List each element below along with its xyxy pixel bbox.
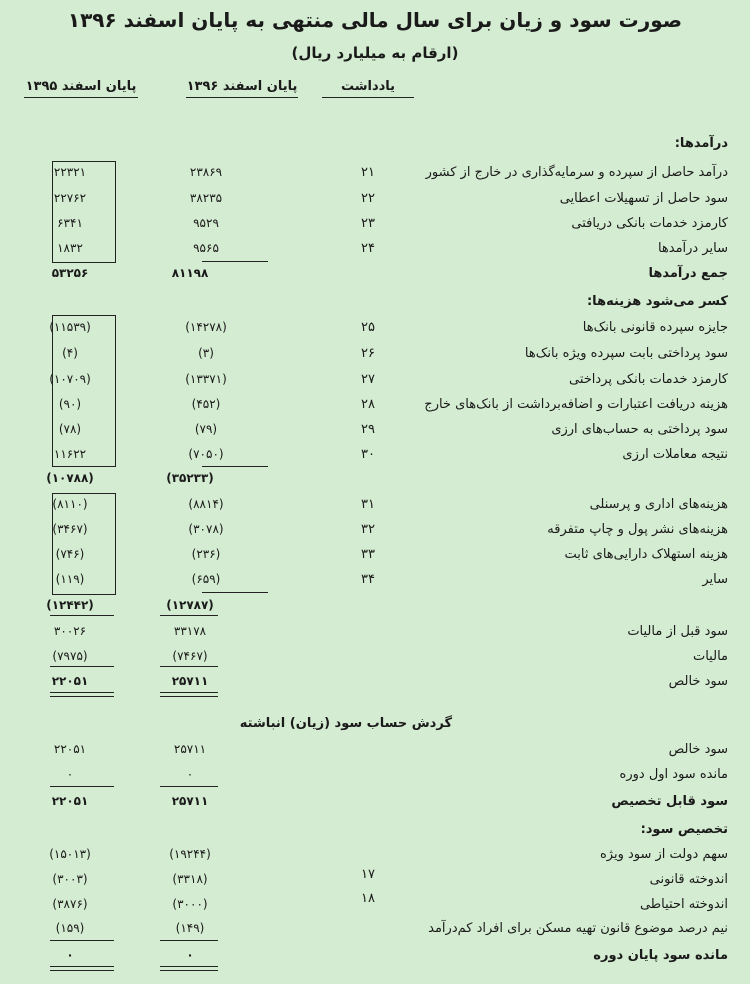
income-row-note: ۲۴ [361, 241, 375, 256]
deduction-row-label: هزینه دریافت اعتبارات و اضافه‌برداشت از بانک‌های خارج [424, 397, 728, 412]
retained-net-label: سود خالص [668, 742, 728, 757]
allocation-row-label: نیم درصد موضوع قانون تهیه مسکن برای افراد کم‌درآمد [428, 921, 728, 936]
deduction-row-1395: (۴) [62, 346, 78, 360]
tax-line-1395 [50, 666, 114, 667]
opening-1396: ۰ [186, 767, 194, 781]
net-double-line-1395 [50, 692, 114, 697]
expense-row-1396: (۲۳۶) [191, 547, 221, 561]
closing-double-line-1395 [50, 966, 114, 971]
deductions-subtotal-1396: (۳۵۲۳۳) [166, 471, 214, 485]
expense-row-1395: (۳۴۶۷) [52, 522, 88, 536]
expense-row-label: هزینه استهلاک دارایی‌های ثابت [564, 547, 728, 562]
distributable-label: سود قابل تخصیص [611, 794, 728, 809]
allocation-row-1396: (۱۴۹) [175, 921, 205, 935]
income-row-label: سود حاصل از تسهیلات اعطایی [559, 191, 728, 206]
deduction-row-label: جایزه سپرده قانونی بانک‌ها [582, 320, 728, 335]
income-row-1396: ۳۸۲۳۵ [189, 191, 223, 205]
expenses-subtotal-line-1396 [160, 615, 218, 616]
income-row-note: ۲۳ [361, 216, 375, 231]
retained-net-1396: ۲۵۷۱۱ [173, 742, 207, 756]
allocation-row-1396: (۳۳۱۸) [172, 872, 208, 886]
expense-row-1396: (۶۵۹) [191, 572, 221, 586]
income-row-label: کارمزد خدمات بانکی دریافتی [571, 216, 728, 231]
income-row-1395: ۲۲۳۲۱ [53, 165, 87, 179]
deduction-row-note: ۲۷ [361, 372, 375, 387]
tax-line-1396 [160, 666, 218, 667]
retained-heading: گردش حساب سود (زیان) انباشته [239, 716, 452, 731]
allocation-row-note: ۱۸ [361, 891, 375, 906]
deduction-row-1395: (۷۸) [58, 422, 82, 436]
expense-row-note: ۳۳ [361, 547, 375, 562]
income-row-1396: ۲۳۸۶۹ [189, 165, 223, 179]
deduction-row-1395: (۹۰) [58, 397, 82, 411]
page-title: صورت سود و زیان برای سال مالی منتهی به پایان اسفند ۱۳۹۶ [67, 8, 683, 32]
allocation-line-1396 [160, 940, 218, 941]
deduction-row-1395: ۱۱۶۲۲ [53, 447, 87, 461]
deductions-heading: کسر می‌شود هزینه‌ها: [586, 294, 728, 309]
deduction-row-label: نتیجه معاملات ارزی [622, 447, 728, 462]
allocation-row-1395: (۱۵۹) [55, 921, 85, 935]
expense-row-note: ۳۲ [361, 522, 375, 537]
allocation-line-1395 [50, 940, 114, 941]
deduction-row-1395: (۱۱۵۳۹) [49, 320, 91, 334]
expense-row-1395: (۸۱۱۰) [52, 497, 88, 511]
closing-1395: ۰ [66, 948, 74, 962]
closing-label: مانده سود پایان دوره [593, 948, 728, 963]
expenses-subtotal-1395: (۱۲۴۴۲) [46, 598, 94, 612]
opening-line-1396 [160, 786, 218, 787]
income-row-label: سایر درآمدها [657, 241, 728, 256]
closing-double-line-1396 [160, 966, 218, 971]
opening-label: مانده سود اول دوره [619, 767, 728, 782]
page-subtitle: (ارقام به میلیارد ریال) [291, 44, 459, 62]
income-total-label: جمع درآمدها [648, 266, 728, 281]
deduction-row-note: ۲۹ [361, 422, 375, 437]
expense-row-note: ۳۱ [361, 497, 375, 512]
pretax-1395: ۳۰۰۲۶ [53, 624, 87, 638]
expenses-1395-box [52, 493, 116, 595]
closing-1396: ۰ [186, 948, 194, 962]
pretax-1396: ۳۳۱۷۸ [173, 624, 207, 638]
pretax-label: سود قبل از مالیات [627, 624, 728, 639]
expenses-subtotal-1396: (۱۲۷۸۷) [166, 598, 214, 612]
tax-label: مالیات [692, 649, 728, 664]
tax-1396: (۷۴۶۷) [172, 649, 208, 663]
expense-row-1395: (۷۴۶) [55, 547, 85, 561]
deduction-row-note: ۲۵ [361, 320, 375, 335]
deduction-row-note: ۲۸ [361, 397, 375, 412]
income-heading: درآمدها: [674, 136, 728, 151]
net-label: سود خالص [668, 674, 728, 689]
header-note: یادداشت [322, 79, 414, 98]
net-double-line-1396 [160, 692, 218, 697]
income-total-1395: ۵۳۲۵۶ [51, 266, 89, 280]
distributable-1396: ۲۵۷۱۱ [171, 794, 209, 808]
deduction-row-1396: (۳) [198, 346, 214, 360]
expense-row-1396: (۸۸۱۴) [188, 497, 224, 511]
net-1395: ۲۲۰۵۱ [51, 674, 89, 688]
deduction-row-1396: (۱۳۳۷۱) [185, 372, 227, 386]
income-row-note: ۲۲ [361, 191, 375, 206]
allocation-row-1396: (۱۹۲۴۴) [169, 847, 211, 861]
allocation-heading: تخصیص سود: [640, 822, 728, 837]
deduction-row-1396: (۴۵۲) [191, 397, 221, 411]
expense-row-label: سایر [702, 572, 728, 587]
deduction-row-1396: (۷۰۵۰) [188, 447, 224, 461]
income-row-1395: ۶۳۴۱ [57, 216, 83, 230]
expense-row-1395: (۱۱۹) [55, 572, 85, 586]
deduction-row-label: سود پرداختی بابت سپرده ویژه بانک‌ها [524, 346, 728, 361]
tax-1395: (۷۹۷۵) [52, 649, 88, 663]
income-row-1395: ۲۲۷۶۲ [53, 191, 87, 205]
allocation-row-1396: (۳۰۰۰) [172, 897, 208, 911]
allocation-row-label: اندوخته قانونی [649, 872, 728, 887]
income-row-1396: ۹۵۲۹ [193, 216, 219, 230]
expense-row-label: هزینه‌های اداری و پرسنلی [589, 497, 728, 512]
allocation-row-note: ۱۷ [361, 867, 375, 882]
expense-row-note: ۳۴ [361, 572, 375, 587]
income-row-1395: ۱۸۳۲ [57, 241, 83, 255]
opening-1395: ۰ [66, 767, 74, 781]
deduction-row-1395: (۱۰۷۰۹) [49, 372, 91, 386]
income-row-note: ۲۱ [361, 165, 375, 180]
income-row-1396: ۹۵۶۵ [193, 241, 219, 255]
deduction-row-1396: (۷۹) [194, 422, 218, 436]
allocation-row-1395: (۱۵۰۱۳) [49, 847, 91, 861]
allocation-row-label: اندوخته احتیاطی [639, 897, 728, 912]
header-1396: پایان اسفند ۱۳۹۶ [186, 79, 298, 98]
income-1395-box [52, 161, 116, 263]
allocation-row-1395: (۳۸۷۶) [52, 897, 88, 911]
deductions-sum-line [202, 466, 268, 467]
net-1396: ۲۵۷۱۱ [171, 674, 209, 688]
deduction-row-label: سود پرداختی به حساب‌های ارزی [551, 422, 728, 437]
retained-net-1395: ۲۲۰۵۱ [53, 742, 87, 756]
expense-row-1396: (۳۰۷۸) [188, 522, 224, 536]
expenses-subtotal-line-1395 [50, 615, 114, 616]
income-row-label: درآمد حاصل از سپرده و سرمایه‌گذاری در خارج از کشور [425, 165, 728, 180]
deduction-row-1396: (۱۴۲۷۸) [185, 320, 227, 334]
opening-line-1395 [50, 786, 114, 787]
income-sum-line [202, 261, 268, 262]
distributable-1395: ۲۲۰۵۱ [51, 794, 89, 808]
allocation-row-label: سهم دولت از سود ویژه [599, 847, 728, 862]
deduction-row-note: ۳۰ [361, 447, 375, 462]
deductions-subtotal-1395: (۱۰۷۸۸) [46, 471, 94, 485]
header-1395: پایان اسفند ۱۳۹۵ [24, 79, 138, 98]
deduction-row-note: ۲۶ [361, 346, 375, 361]
expense-row-label: هزینه‌های نشر پول و چاپ متفرقه [547, 522, 728, 537]
allocation-row-1395: (۳۰۰۳) [52, 872, 88, 886]
deduction-row-label: کارمزد خدمات بانکی پرداختی [569, 372, 728, 387]
deductions-1395-box [52, 315, 116, 467]
income-total-1396: ۸۱۱۹۸ [171, 266, 209, 280]
expenses-sum-line [202, 592, 268, 593]
